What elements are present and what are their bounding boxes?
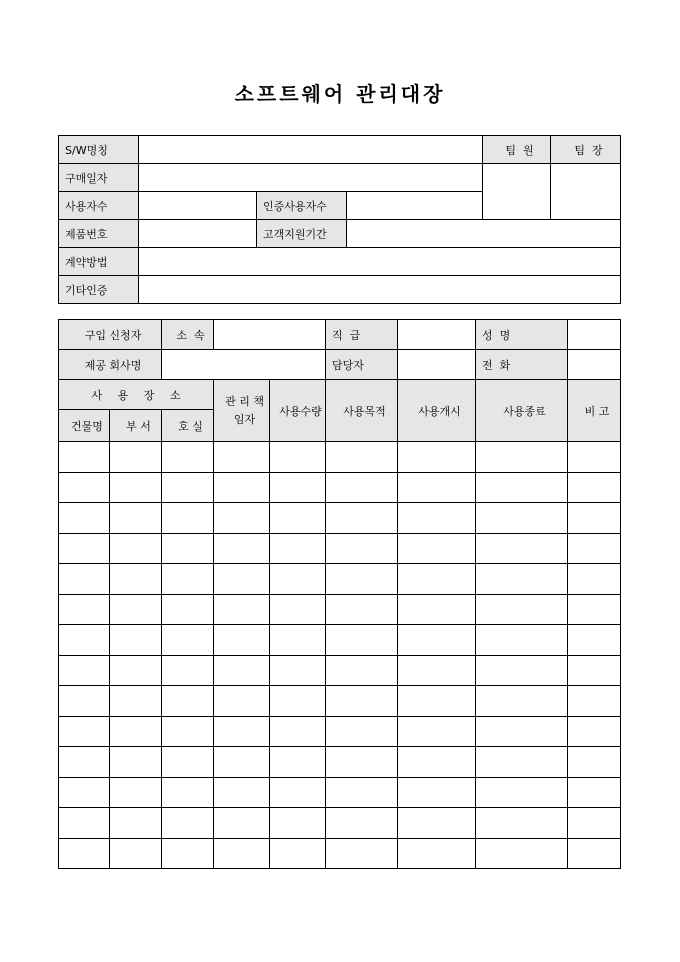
table-cell[interactable]: [270, 808, 326, 839]
table-cell[interactable]: [59, 747, 110, 778]
table-cell[interactable]: [568, 442, 621, 473]
table-cell[interactable]: [59, 838, 110, 869]
table-cell[interactable]: [162, 625, 214, 656]
table-cell[interactable]: [398, 686, 476, 717]
table-cell[interactable]: [110, 747, 162, 778]
product-number-field[interactable]: [139, 220, 257, 248]
table-cell[interactable]: [59, 808, 110, 839]
table-cell[interactable]: [214, 777, 270, 808]
table-cell[interactable]: [270, 472, 326, 503]
table-cell[interactable]: [59, 594, 110, 625]
table-cell[interactable]: [398, 808, 476, 839]
rank-field[interactable]: [398, 320, 476, 350]
table-cell[interactable]: [110, 838, 162, 869]
page-title: 소프트웨어 관리대장: [234, 82, 446, 106]
table-cell[interactable]: [110, 655, 162, 686]
table-cell[interactable]: [214, 442, 270, 473]
quantity-header: 사용수량: [270, 380, 326, 442]
table-row: [59, 716, 621, 747]
table-cell[interactable]: [214, 655, 270, 686]
table-cell[interactable]: [398, 503, 476, 534]
table-cell[interactable]: [214, 716, 270, 747]
name-field[interactable]: [568, 320, 621, 350]
table-cell[interactable]: [398, 838, 476, 869]
team-leader-sign-box[interactable]: [551, 164, 621, 220]
table-row: [59, 442, 621, 473]
table-cell[interactable]: [326, 777, 398, 808]
team-member-sign-box[interactable]: [483, 164, 551, 220]
table-row: [59, 533, 621, 564]
table-cell[interactable]: [398, 533, 476, 564]
table-cell[interactable]: [110, 503, 162, 534]
other-cert-label: 기타인증: [59, 276, 139, 304]
table-cell[interactable]: [326, 472, 398, 503]
table-cell[interactable]: [162, 686, 214, 717]
table-cell[interactable]: [476, 564, 568, 595]
table-cell[interactable]: [326, 503, 398, 534]
table-cell[interactable]: [214, 747, 270, 778]
team-member-label: 팀 원: [483, 136, 551, 164]
table-cell[interactable]: [59, 442, 110, 473]
table-cell[interactable]: [162, 503, 214, 534]
table-cell[interactable]: [398, 716, 476, 747]
table-cell[interactable]: [398, 655, 476, 686]
table-cell[interactable]: [110, 686, 162, 717]
software-info-table: [58, 135, 621, 304]
table-cell[interactable]: [214, 503, 270, 534]
manager-header: 관 리 책임자: [214, 380, 270, 442]
certified-users-field[interactable]: [347, 192, 483, 220]
table-cell[interactable]: [162, 808, 214, 839]
supplier-label: 제공 회사명: [59, 350, 162, 380]
table-cell[interactable]: [476, 655, 568, 686]
purchase-date-label: 구매일자: [59, 164, 139, 192]
table-cell[interactable]: [568, 808, 621, 839]
table-cell[interactable]: [270, 777, 326, 808]
table-cell[interactable]: [214, 533, 270, 564]
table-cell[interactable]: [59, 472, 110, 503]
table-cell[interactable]: [476, 686, 568, 717]
table-cell[interactable]: [568, 716, 621, 747]
table-cell[interactable]: [476, 625, 568, 656]
table-row: [59, 564, 621, 595]
table-cell[interactable]: [326, 747, 398, 778]
table-cell[interactable]: [110, 472, 162, 503]
table-cell[interactable]: [568, 686, 621, 717]
contact-person-label: 담당자: [326, 350, 398, 380]
sw-name-field[interactable]: [139, 136, 483, 164]
table-cell[interactable]: [326, 838, 398, 869]
table-cell[interactable]: [214, 594, 270, 625]
table-cell[interactable]: [568, 533, 621, 564]
supplier-field[interactable]: [162, 350, 326, 380]
table-row: [59, 777, 621, 808]
table-cell[interactable]: [568, 747, 621, 778]
table-cell[interactable]: [214, 808, 270, 839]
table-cell[interactable]: [326, 564, 398, 595]
table-cell[interactable]: [476, 533, 568, 564]
table-cell[interactable]: [162, 533, 214, 564]
table-cell[interactable]: [568, 594, 621, 625]
table-cell[interactable]: [398, 594, 476, 625]
usage-table: [58, 319, 621, 869]
room-header: 호 실: [162, 410, 214, 442]
table-cell[interactable]: [59, 655, 110, 686]
table-cell[interactable]: [110, 625, 162, 656]
table-cell[interactable]: [568, 625, 621, 656]
contract-method-field[interactable]: [139, 248, 621, 276]
table-cell[interactable]: [110, 716, 162, 747]
table-cell[interactable]: [59, 503, 110, 534]
purpose-header: 사용목적: [326, 380, 398, 442]
building-header: 건물명: [59, 410, 110, 442]
table-cell[interactable]: [270, 838, 326, 869]
location-header: 사 용 장 소: [59, 380, 214, 410]
table-cell[interactable]: [59, 777, 110, 808]
phone-field[interactable]: [568, 350, 621, 380]
table-cell[interactable]: [270, 686, 326, 717]
certified-users-label: 인증사용자수: [257, 192, 347, 220]
table-cell[interactable]: [162, 655, 214, 686]
table-cell[interactable]: [476, 472, 568, 503]
table-cell[interactable]: [476, 594, 568, 625]
contact-person-field[interactable]: [398, 350, 476, 380]
support-period-label: 고객지원기간: [257, 220, 347, 248]
table-cell[interactable]: [476, 747, 568, 778]
table-cell[interactable]: [326, 716, 398, 747]
table-cell[interactable]: [110, 533, 162, 564]
table-cell[interactable]: [59, 533, 110, 564]
table-cell[interactable]: [270, 716, 326, 747]
table-cell[interactable]: [326, 533, 398, 564]
product-number-label: 제품번호: [59, 220, 139, 248]
table-cell[interactable]: [270, 442, 326, 473]
table-cell[interactable]: [568, 777, 621, 808]
sw-name-label: S/W명칭: [59, 136, 139, 164]
table-row: [59, 808, 621, 839]
department-label: 소 속: [162, 320, 214, 350]
table-cell[interactable]: [476, 838, 568, 869]
table-cell[interactable]: [59, 686, 110, 717]
table-cell[interactable]: [568, 564, 621, 595]
table-cell[interactable]: [270, 503, 326, 534]
table-cell[interactable]: [59, 716, 110, 747]
table-cell[interactable]: [326, 808, 398, 839]
table-cell[interactable]: [476, 808, 568, 839]
table-cell[interactable]: [59, 564, 110, 595]
table-row: [59, 503, 621, 534]
table-cell[interactable]: [110, 594, 162, 625]
phone-label: 전 화: [476, 350, 568, 380]
applicant-label: 구입 신청자: [59, 320, 162, 350]
table-cell[interactable]: [476, 442, 568, 473]
table-cell[interactable]: [270, 533, 326, 564]
table-cell[interactable]: [398, 625, 476, 656]
remarks-header: 비 고: [568, 380, 621, 442]
other-cert-field[interactable]: [139, 276, 621, 304]
table-cell[interactable]: [270, 564, 326, 595]
table-cell[interactable]: [326, 594, 398, 625]
table-cell[interactable]: [476, 716, 568, 747]
department-field[interactable]: [214, 320, 326, 350]
table-cell[interactable]: [110, 442, 162, 473]
table-cell[interactable]: [398, 472, 476, 503]
table-cell[interactable]: [326, 442, 398, 473]
table-cell[interactable]: [162, 564, 214, 595]
table-cell[interactable]: [162, 838, 214, 869]
table-cell[interactable]: [326, 686, 398, 717]
table-cell[interactable]: [162, 716, 214, 747]
table-cell[interactable]: [326, 625, 398, 656]
table-cell[interactable]: [162, 442, 214, 473]
contract-method-label: 계약방법: [59, 248, 139, 276]
table-row: [59, 838, 621, 869]
table-cell[interactable]: [270, 594, 326, 625]
table-cell[interactable]: [568, 472, 621, 503]
user-count-label: 사용자수: [59, 192, 139, 220]
table-cell[interactable]: [398, 747, 476, 778]
dept-header: 부 서: [110, 410, 162, 442]
table-row: [59, 686, 621, 717]
table-cell[interactable]: [568, 838, 621, 869]
table-cell[interactable]: [59, 625, 110, 656]
end-header: 사용종료: [476, 380, 568, 442]
table-cell[interactable]: [476, 777, 568, 808]
purchase-date-field[interactable]: [139, 164, 483, 192]
table-cell[interactable]: [270, 747, 326, 778]
table-row: [59, 594, 621, 625]
table-cell[interactable]: [270, 655, 326, 686]
table-cell[interactable]: [214, 564, 270, 595]
team-leader-label: 팀 장: [551, 136, 621, 164]
name-label: 성 명: [476, 320, 568, 350]
start-header: 사용개시: [398, 380, 476, 442]
table-cell[interactable]: [110, 808, 162, 839]
support-period-field[interactable]: [347, 220, 621, 248]
table-cell[interactable]: [476, 503, 568, 534]
table-row: [59, 747, 621, 778]
table-cell[interactable]: [568, 655, 621, 686]
table-cell[interactable]: [568, 503, 621, 534]
table-row: [59, 472, 621, 503]
table-cell[interactable]: [162, 777, 214, 808]
table-cell[interactable]: [398, 442, 476, 473]
table-cell[interactable]: [214, 686, 270, 717]
table-cell[interactable]: [214, 472, 270, 503]
table-cell[interactable]: [162, 594, 214, 625]
table-row: [59, 625, 621, 656]
table-cell[interactable]: [398, 777, 476, 808]
table-cell[interactable]: [162, 747, 214, 778]
table-cell[interactable]: [162, 472, 214, 503]
table-cell[interactable]: [110, 777, 162, 808]
rank-label: 직 급: [326, 320, 398, 350]
table-cell[interactable]: [270, 625, 326, 656]
table-cell[interactable]: [214, 838, 270, 869]
table-cell[interactable]: [398, 564, 476, 595]
user-count-field[interactable]: [139, 192, 257, 220]
table-cell[interactable]: [110, 564, 162, 595]
table-cell[interactable]: [326, 655, 398, 686]
table-cell[interactable]: [214, 625, 270, 656]
table-row: [59, 655, 621, 686]
